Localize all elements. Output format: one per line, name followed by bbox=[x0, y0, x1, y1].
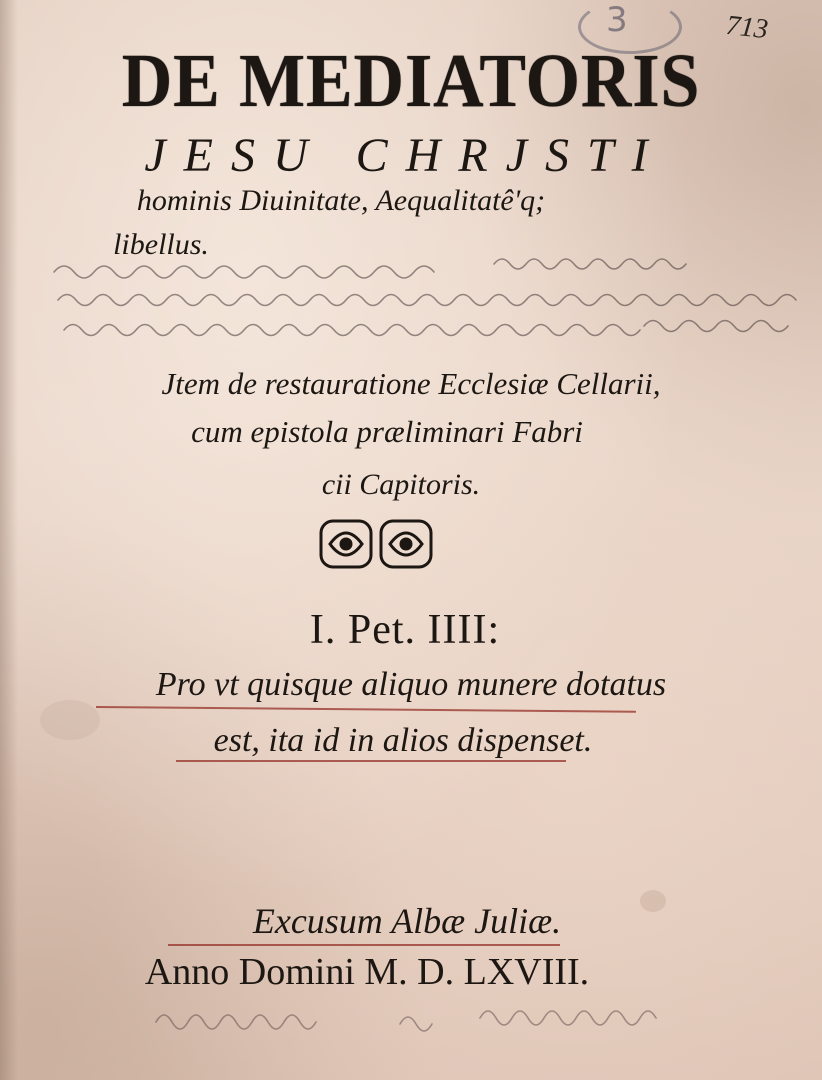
imprint-line-2: Anno Domini M. D. LXVIII. bbox=[144, 951, 590, 993]
ownership-signature bbox=[150, 1000, 710, 1050]
printers-ornament bbox=[318, 518, 434, 570]
verse-reference: I. Pet. IIII: bbox=[309, 607, 501, 653]
shelfmark: 713 bbox=[724, 9, 770, 46]
title-line-3: hominis Diuinitate, Aequalitatê'q; bbox=[136, 184, 546, 217]
title-line-1: DE MEDIATORIS bbox=[121, 39, 701, 123]
title-line-2: JESU CHRJSTI bbox=[144, 129, 666, 182]
title-line-4: libellus. bbox=[113, 228, 209, 261]
verse-line-2: est, ita id in alios dispenset. bbox=[213, 722, 593, 759]
content-line-3: cii Capitoris. bbox=[321, 468, 481, 501]
imprint-line-1: Excusum Albæ Juliæ. bbox=[252, 901, 562, 941]
stamp-number: 3 bbox=[606, 0, 628, 40]
content-line-1: Jtem de restauratione Ecclesiæ Cellarii, bbox=[161, 366, 661, 401]
red-underline bbox=[176, 760, 566, 762]
manuscript-annotation bbox=[44, 250, 814, 350]
verse-line-1: Pro vt quisque aliquo munere dotatus bbox=[155, 666, 667, 703]
red-underline bbox=[96, 706, 636, 713]
red-underline bbox=[168, 944, 560, 946]
content-line-2: cum epistola præliminari Fabri bbox=[191, 414, 583, 449]
